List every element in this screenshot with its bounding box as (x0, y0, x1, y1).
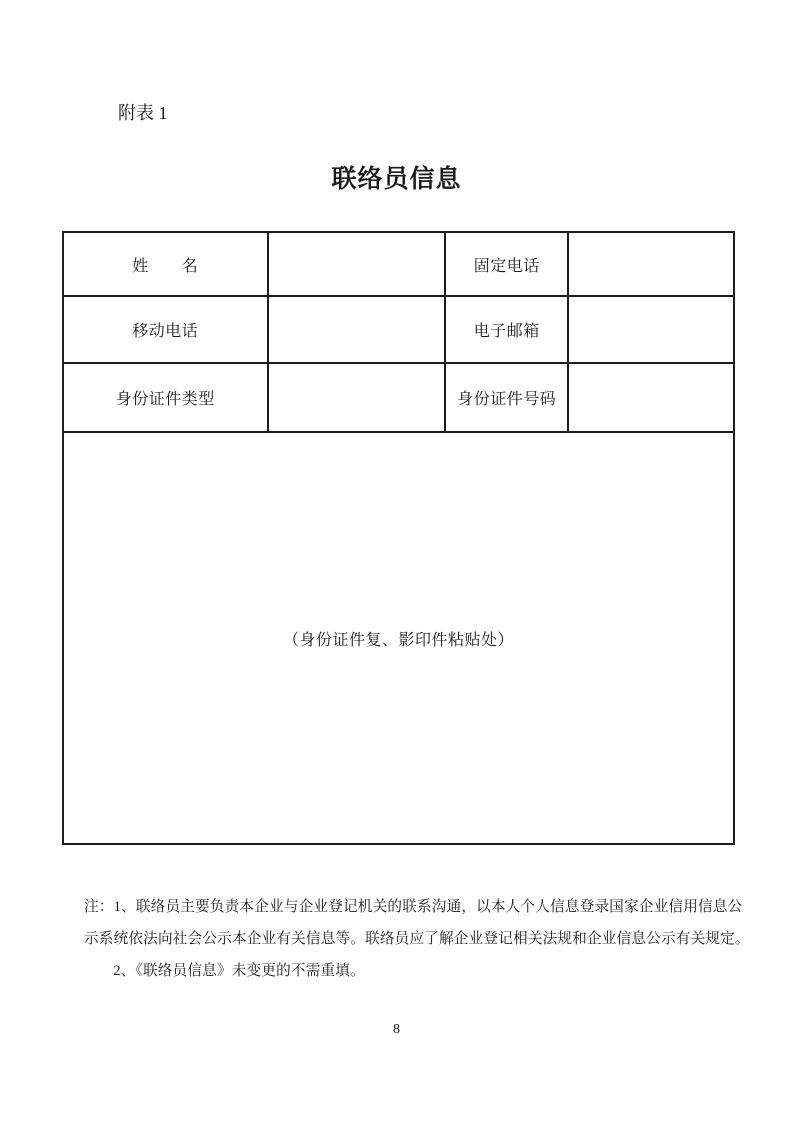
paste-area-cell (63, 432, 734, 844)
page-number: 8 (393, 1022, 400, 1037)
id-number-label-cell: 身份证件号码 (445, 363, 568, 432)
email-value-cell (568, 296, 734, 363)
fixed-phone-label-cell: 固定电话 (445, 232, 568, 296)
table-row-mobile-email (63, 296, 734, 363)
appendix-label: 附表 1 (118, 103, 168, 123)
table-row-paste-area (63, 432, 734, 844)
paste-area-label: （身份证件复、影印件粘贴处） (282, 631, 514, 649)
id-number-value-cell (568, 363, 734, 432)
note-line-2: 示系统依法向社会公示本企业有关信息等。联络员应了解企业登记相关法规和企业信息公示有关规定。 (84, 931, 750, 947)
name-label-cell: 姓 名 (63, 232, 268, 296)
mobile-phone-label-cell: 移动电话 (63, 296, 268, 363)
table-row-id-type-number (63, 363, 734, 432)
table-row-name-phone (63, 232, 734, 296)
id-type-label-cell: 身份证件类型 (63, 363, 268, 432)
email-label-cell: 电子邮箱 (445, 296, 568, 363)
id-type-value-cell (268, 363, 446, 432)
page-title: 联络员信息 (331, 166, 462, 193)
mobile-phone-value-cell (268, 296, 446, 363)
notes-section (84, 891, 750, 987)
contact-form-table (62, 231, 735, 845)
fixed-phone-value-cell (568, 232, 734, 296)
name-value-cell (268, 232, 446, 296)
note-line-3: 2、《联络员信息》未变更的不需重填。 (113, 963, 365, 979)
note-line-1: 注：1、联络员主要负责本企业与企业登记机关的联系沟通，以本人个人信息登录国家企业信用信息公 (84, 899, 743, 915)
